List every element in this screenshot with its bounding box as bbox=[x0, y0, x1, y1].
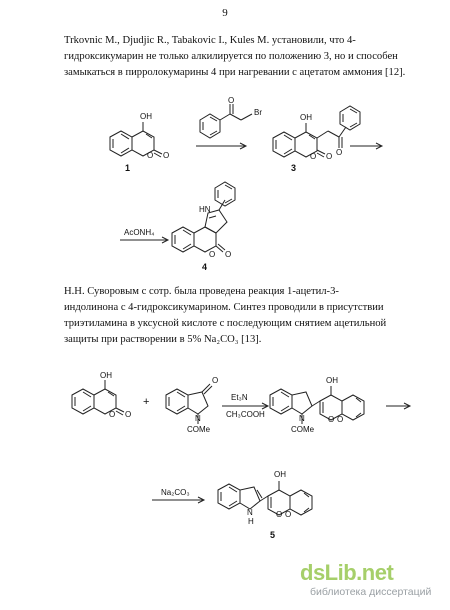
paragraph-2-line: Н.Н. Суворовым с сотр. была проведена реакция 1-ацетил-3- bbox=[64, 286, 339, 297]
structure-pyrrolocoumarin bbox=[172, 182, 235, 252]
compound-number-1: 1 bbox=[125, 163, 131, 173]
label-o-ring-s2: O bbox=[109, 410, 116, 419]
paragraph-1-line: гидроксикумарин не только алкилируется по положению 3, но и способен bbox=[64, 51, 398, 62]
page-number: 9 bbox=[222, 7, 228, 19]
paragraph-2-line: защиты при растворении в 5% Na₂CO₃ [13]. bbox=[64, 334, 262, 345]
label-o-carbonyl-intermediate: O bbox=[337, 415, 344, 424]
label-o-ketone: O bbox=[228, 96, 235, 105]
label-o-carbonyl-3: O bbox=[326, 152, 333, 161]
structure-compound-5 bbox=[218, 481, 312, 515]
label-o-carbonyl-4: O bbox=[225, 250, 232, 259]
compound-number-5: 5 bbox=[270, 530, 276, 540]
dslib-watermark bbox=[300, 560, 450, 610]
watermark-subtitle: библиотека диссертаций bbox=[310, 586, 432, 598]
compound-number-4: 4 bbox=[202, 262, 208, 272]
structure-4-hydroxycoumarin-2 bbox=[72, 380, 124, 415]
reagent-aconh4: AcONH₄ bbox=[124, 228, 155, 237]
label-come-intermediate: COMe bbox=[291, 425, 315, 434]
reagent-acetic-acid: CH₃COOH bbox=[226, 410, 265, 419]
label-o-ring-3: O bbox=[310, 152, 317, 161]
label-oh-5: OH bbox=[274, 470, 286, 479]
label-oh-intermediate: OH bbox=[326, 376, 338, 385]
label-o-carbonyl-s2: O bbox=[125, 410, 132, 419]
label-oh-1: OH bbox=[140, 112, 152, 121]
paragraph-2-line: индолинона с 4-гидроксикумарином. Синтез проводили в присутствии bbox=[64, 302, 384, 313]
label-o-ketone-3: O bbox=[336, 148, 343, 157]
label-come-indolinone: COMe bbox=[187, 425, 211, 434]
structure-compound-3 bbox=[273, 106, 360, 157]
label-br: Br bbox=[254, 108, 262, 117]
label-o-carbonyl-5: O bbox=[285, 510, 292, 519]
structure-4-hydroxycoumarin bbox=[110, 122, 162, 157]
label-o-ring-5: O bbox=[276, 510, 283, 519]
plus-sign: + bbox=[143, 396, 150, 408]
watermark-logo: dsLib.net bbox=[300, 560, 394, 585]
structure-intermediate bbox=[270, 386, 364, 424]
structure-phenacyl-bromide bbox=[200, 104, 252, 138]
paragraph-2 bbox=[64, 284, 434, 348]
label-n-5: N bbox=[247, 508, 253, 517]
structure-acetylindolinone bbox=[166, 384, 212, 424]
label-n-indolinone: N bbox=[195, 414, 201, 423]
paragraph-1-line: замыкаться в пирролокумарины 4 при нагревании с ацетатом аммония [12]. bbox=[64, 67, 406, 78]
label-oh-3: OH bbox=[300, 113, 312, 122]
paragraph-1-line: Trkovnic M., Djudjic R., Tabakovic I., Kules M. установили, что 4- bbox=[64, 35, 356, 46]
label-hn: HN bbox=[199, 205, 211, 214]
label-oh-s2: OH bbox=[100, 371, 112, 380]
paragraph-2-line: триэтиламина в уксусной кислоте с последующим снятием ацетильной bbox=[64, 318, 387, 329]
reagent-na2co3: Na₂CO₃ bbox=[161, 488, 190, 497]
label-o-ring-1: O bbox=[147, 151, 154, 160]
label-o-carbonyl-1: O bbox=[163, 151, 170, 160]
label-o-ring-4: O bbox=[209, 250, 216, 259]
label-o-ring-intermediate: O bbox=[328, 415, 335, 424]
label-h-5: H bbox=[248, 517, 254, 526]
label-n-intermediate: N bbox=[299, 414, 305, 423]
compound-number-3: 3 bbox=[291, 163, 297, 173]
label-o-indolinone: O bbox=[212, 376, 219, 385]
reagent-et3n: Et₃N bbox=[231, 393, 248, 402]
